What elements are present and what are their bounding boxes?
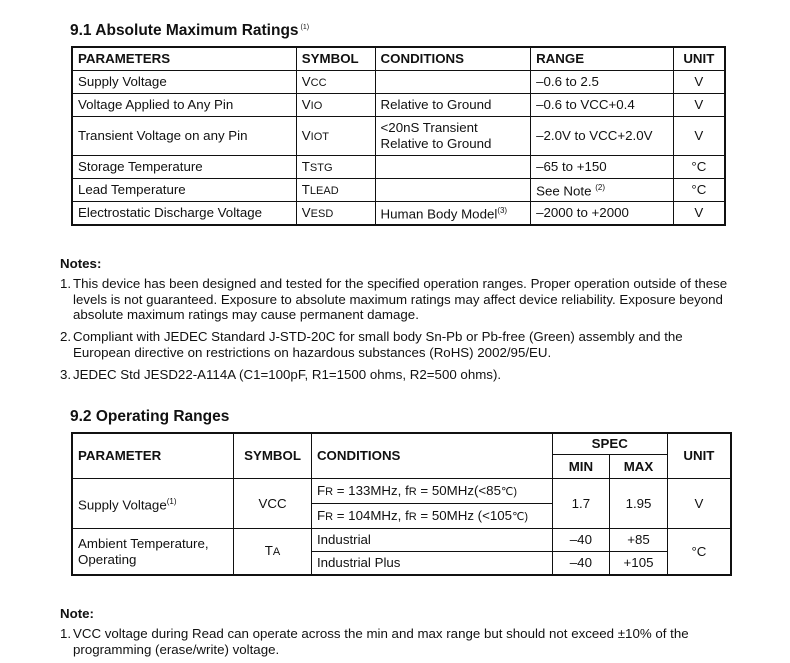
cell-range: See Note $^{(2)}$ [531,179,674,202]
cell-condition [375,179,531,202]
cell-unit: V [673,71,725,94]
table-row [72,202,725,226]
cell-condition: FR = 133MHz, fR = 50MHz(<85℃) [311,479,552,504]
absolute-max-ratings-table [71,46,726,226]
header-symbol: SYMBOL [296,47,375,71]
cell-condition [375,156,531,179]
cell-condition [375,71,531,94]
cell-parameter: Lead Temperature [72,179,296,202]
cell-symbol: VESD [296,202,375,226]
header-conditions: CONDITIONS [311,433,552,479]
cell-parameter: Transient Voltage on any Pin [72,117,296,156]
cell-condition: <20nS Transient Relative to Ground [375,117,531,156]
table-row [72,529,731,552]
cell-symbol: TLEAD [296,179,375,202]
cell-range: –2000 to +2000 [531,202,674,226]
note-item: 2. Compliant with JEDEC Standard J-STD-20C for small body Sn-Pb or Pb-free (Green) assembly and the European directive on restrictions on hazardous substances (RoHS) 2002/95/EU. [60,329,683,360]
cell-unit: °C [667,529,731,576]
cell-range: –0.6 to VCC+0.4 [531,94,674,117]
table-row [72,479,731,504]
cell-symbol: VIOT [296,117,375,156]
header-spec: SPEC [552,433,667,455]
header-range: RANGE [531,47,674,71]
header-symbol: SYMBOL [234,433,312,479]
cell-parameter: Electrostatic Discharge Voltage [72,202,296,226]
cell-min: –40 [552,552,610,576]
note-item: 3. JEDEC Std JESD22-A114A (C1=100pF, R1=1500 ohms, R2=500 ohms). [60,367,502,382]
cell-symbol: TSTG [296,156,375,179]
cell-condition: Relative to Ground [375,94,531,117]
cell-range: –65 to +150 [531,156,674,179]
table-row [72,117,725,156]
header-parameters: PARAMETERS [72,47,296,71]
cell-condition: Human Body Model$^{(3)}$ [375,202,531,226]
cell-min: 1.7 [552,479,610,529]
note-item: 1. This device has been designed and tested for the specified operation ranges. Proper operation outside of these levels is not guaranteed. Exposure to absolute maximum ratings may affect device reliability. Exposure beyond absolute maximum ratings may cause permanent damage. [60,276,728,322]
notes-title: Note: [60,606,94,621]
cell-condition: Industrial [311,529,552,552]
title-footnote-ref: (1) [300,23,310,31]
cell-parameter: Storage Temperature [72,156,296,179]
table-row [72,156,725,179]
header-min: MIN [552,455,610,479]
cell-range: –0.6 to 2.5 [531,71,674,94]
section-heading-absolute-max [70,22,309,40]
cell-condition: FR = 104MHz, fR = 50MHz (<105℃) [311,504,552,529]
section-title: 9.1 Absolute Maximum Ratings [70,22,299,39]
cell-unit: V [667,479,731,529]
table-header-row [72,47,725,71]
table-row [72,94,725,117]
cell-parameter: Voltage Applied to Any Pin [72,94,296,117]
cell-condition: Industrial Plus [311,552,552,576]
cell-parameter: Ambient Temperature, Operating [72,529,234,576]
operating-ranges-table [71,432,732,576]
cell-max: +105 [610,552,668,576]
table-header-row [72,433,731,455]
cell-unit: °C [673,179,725,202]
cell-symbol: TA [234,529,312,576]
header-unit: UNIT [673,47,725,71]
cell-max: 1.95 [610,479,668,529]
cell-min: –40 [552,529,610,552]
cell-parameter: Supply Voltage [72,71,296,94]
cell-unit: °C [673,156,725,179]
note-item: 1. VCC voltage during Read can operate across the min and max range but should not exceed ±10% of the programming (erase/write) voltage. [60,626,689,657]
header-parameter: PARAMETER [72,433,234,479]
cell-symbol: VIO [296,94,375,117]
table-row [72,71,725,94]
notes-title: Notes: [60,256,102,271]
table-row [72,179,725,202]
cell-range: –2.0V to VCC+2.0V [531,117,674,156]
cell-symbol: VCC [234,479,312,529]
cell-parameter: Supply Voltage$^{(1)}$ [72,479,234,529]
header-conditions: CONDITIONS [375,47,531,71]
header-max: MAX [610,455,668,479]
cell-unit: V [673,117,725,156]
header-unit: UNIT [667,433,731,479]
section-heading-operating-ranges: 9.2 Operating Ranges [70,408,230,425]
cell-max: +85 [610,529,668,552]
cell-unit: V [673,202,725,226]
cell-symbol: VCC [296,71,375,94]
cell-unit: V [673,94,725,117]
